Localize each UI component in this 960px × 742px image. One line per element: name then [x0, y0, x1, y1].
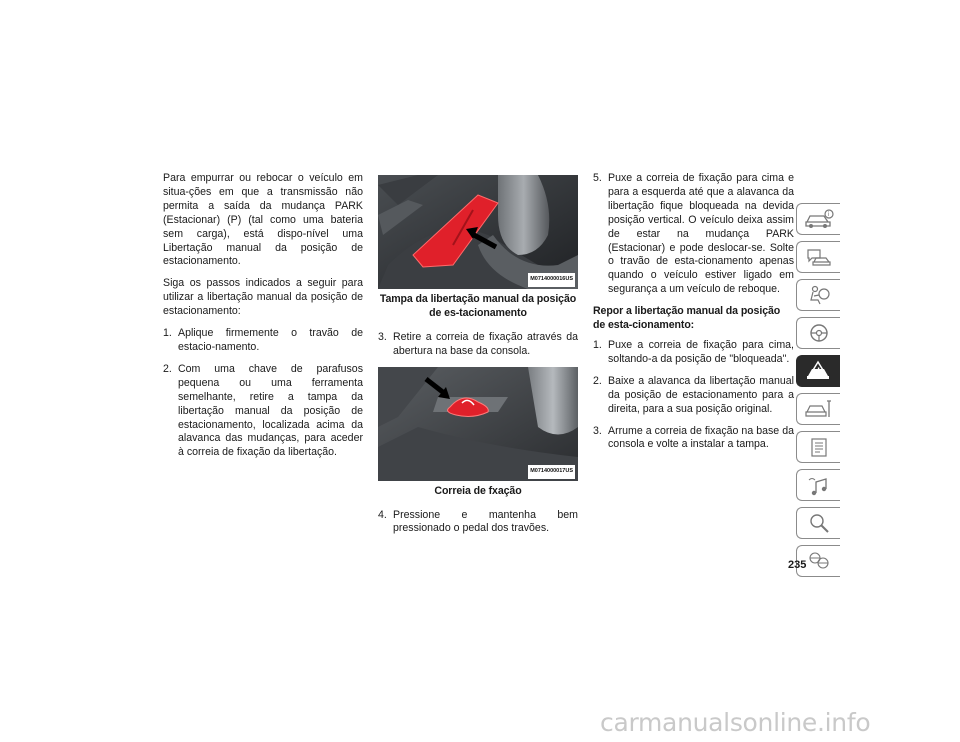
step-text: Com uma chave de parafusos pequena ou uma ferramenta semelhante, retire a tampa da libertação manual da posição de estacionamento, localizada acima da alavanca das mudanças, para aceder à correia de fixação da libertação. — [178, 362, 363, 459]
step-number: 1. — [163, 327, 172, 340]
chapter-tab-service[interactable] — [796, 393, 840, 425]
step-text: Aplique firmemente o travão de estacio-namento. — [178, 327, 363, 353]
svg-text:i: i — [827, 211, 829, 219]
console-cover-illustration — [378, 175, 578, 289]
specifications-list-icon — [804, 436, 834, 458]
car-info-icon — [804, 208, 834, 230]
tether-strap-illustration — [378, 367, 578, 481]
step-1 — [163, 327, 363, 355]
page-number: 235 — [788, 559, 807, 571]
instructions-paragraph: Siga os passos indicados a seguir para utilizar a libertação manual da posição de estacionamento: — [163, 277, 363, 318]
text-column-left — [163, 172, 363, 468]
intro-paragraph: Para empurrar ou rebocar o veículo em situa-ções em que a transmissão não permita a saída da mudança PARK (Estacionar) (P) (tal como uma bateria sem carga), está dispo-nível uma Libertação manual da posição de estacionamento. — [163, 172, 363, 268]
photo-caption: Correia de fxação — [434, 484, 522, 497]
step-number: 3. — [378, 330, 387, 343]
car-messages-icon — [804, 246, 834, 268]
multimedia-icon — [804, 474, 834, 496]
reset-step-1 — [593, 339, 794, 367]
step-number: 1. — [593, 338, 602, 351]
step-number: 2. — [593, 374, 602, 387]
step-5 — [593, 172, 794, 297]
photo-code: M0714000017US — [528, 465, 575, 479]
photo-code: M0714000016US — [528, 273, 575, 287]
airbag-safety-icon — [804, 284, 834, 306]
step-text: Retire a correia de fixação através da abertura na base da consola. — [393, 330, 578, 357]
language-icon — [804, 550, 834, 572]
photo-caption: Tampa da libertação manual da posição de es-tacionamento — [379, 293, 577, 319]
step-4 — [378, 509, 578, 537]
chapter-tab-emergency[interactable] — [796, 355, 840, 387]
service-tools-icon — [804, 398, 834, 420]
emergency-warning-icon — [804, 360, 834, 382]
release-cover-photo — [378, 175, 578, 289]
reset-step-3 — [593, 425, 794, 453]
step-number: 3. — [593, 424, 602, 437]
step-number: 5. — [593, 172, 602, 184]
step-2 — [163, 363, 363, 460]
chapter-tab-safety[interactable] — [796, 279, 840, 311]
index-search-icon — [804, 512, 834, 534]
step-3 — [378, 331, 578, 359]
chapter-tab-messages[interactable] — [796, 241, 840, 273]
steering-wheel-icon — [804, 322, 834, 344]
step-number: 2. — [163, 362, 172, 375]
tether-strap-photo — [378, 367, 578, 481]
step-number: 4. — [378, 508, 387, 521]
chapter-tab-driving[interactable] — [796, 317, 840, 349]
step-text: Arrume a correia de fixação na base da consola e volte a instalar a tampa. — [608, 424, 794, 451]
step-text: Pressione e mantenha bem pressionado o pedal dos travões. — [393, 508, 578, 535]
chapter-tabs — [796, 203, 840, 583]
step-text: Puxe a correia de fixação para cima, soltando-a da posição de "bloqueada". — [608, 338, 794, 365]
step-text: Puxe a correia de fixação para cima e para a esquerda até que a alavanca da libertação fique bloqueada na devida posição vertical. O veículo deixa assim de estar na mudança PARK (Estacionar) e pode deslocar-se. Solte o travão de esta-cionamento apenas quando o veículo estiver ligado em segurança a um veículo de reboque. — [608, 172, 794, 296]
step-text: Baixe a alavanca da libertação manual da posição de estacionamento para a direita, para a sua posição original. — [608, 374, 794, 415]
chapter-tab-index[interactable] — [796, 507, 840, 539]
section-heading: Repor a libertação manual da posição de esta-cionamento: — [593, 305, 781, 332]
chapter-tab-car-info[interactable] — [796, 203, 840, 235]
chapter-tab-multimedia[interactable] — [796, 469, 840, 501]
text-column-right — [593, 172, 794, 460]
watermark-text: carmanualsonline.info — [600, 708, 871, 737]
svg-text:!: ! — [816, 366, 820, 376]
chapter-tab-specifications[interactable] — [796, 431, 840, 463]
reset-step-2 — [593, 375, 794, 417]
text-column-middle — [378, 175, 578, 544]
